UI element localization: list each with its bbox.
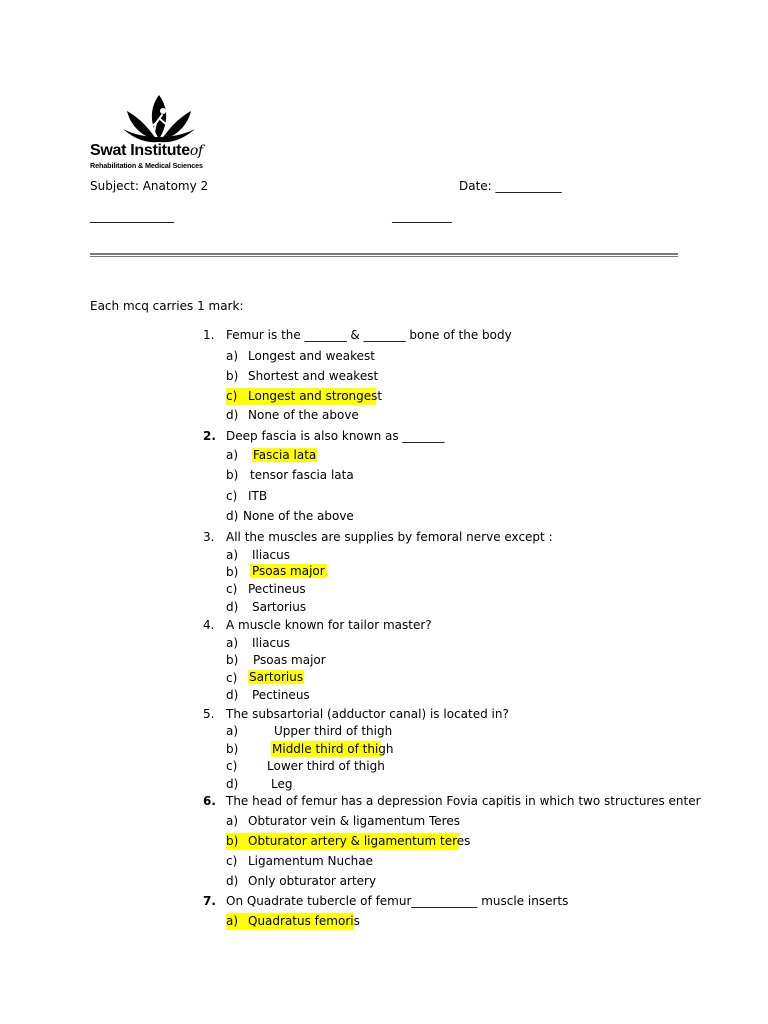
option-text-correct: Obturator artery & ligamentum teres	[248, 834, 471, 848]
option-text: None of the above	[248, 408, 359, 422]
question-number: 3.	[203, 530, 215, 544]
option-letter: c)	[226, 671, 238, 685]
question-text: The subsartorial (adductor canal) is located in?	[226, 707, 509, 721]
option-letter: c)	[226, 582, 238, 596]
option-letter: d)	[226, 600, 239, 614]
header-divider-top	[90, 253, 678, 255]
question-text: On Quadrate tubercle of femur___________ muscle inserts	[226, 894, 569, 908]
lotus-figure-icon	[123, 93, 195, 145]
institute-logo	[90, 93, 230, 173]
roll-blank: __________	[392, 209, 452, 223]
option-text: Sartorius	[252, 600, 307, 614]
option-text-correct: Longest and strongest	[248, 389, 383, 403]
option-text: Leg	[271, 777, 293, 791]
question-text: All the muscles are supplies by femoral nerve except :	[226, 530, 553, 544]
option-letter: b)	[226, 834, 239, 848]
option-text: Iliacus	[252, 636, 291, 650]
question-number: 7.	[203, 894, 216, 908]
logo-of: of	[189, 143, 203, 159]
option-letter: d)	[226, 874, 239, 888]
option-letter: b)	[226, 369, 239, 383]
option-letter: b)	[226, 653, 239, 667]
option-text-correct: Quadratus femoris	[248, 914, 360, 928]
option-letter: a)	[226, 448, 239, 462]
option-text: Ligamentum Nuchae	[248, 854, 374, 868]
question-text: Femur is the _______ & _______ bone of the body	[226, 328, 512, 342]
option-text-correct: Sartorius	[249, 670, 304, 684]
option-letter: a)	[226, 914, 239, 928]
option-text: Lower third of thigh	[267, 759, 385, 773]
option-letter: a)	[226, 548, 239, 562]
question-text: The head of femur has a depression Fovia capitis in which two structures enter	[226, 794, 701, 808]
option-letter: d)	[226, 408, 239, 422]
question-number: 4.	[203, 618, 215, 632]
option-text-correct: Fascia lata	[253, 448, 317, 462]
option-text: Obturator vein & ligamentum Teres	[248, 814, 460, 828]
option-letter: c)	[226, 759, 238, 773]
option-text-correct: Middle third of thigh	[272, 742, 394, 756]
name-blank: ______________	[90, 209, 174, 223]
question-text: Deep fascia is also known as _______	[226, 429, 445, 443]
option-text: Iliacus	[252, 548, 291, 562]
option-text: Only obturator artery	[248, 874, 377, 888]
question-number: 2.	[203, 429, 216, 443]
option-letter: a)	[226, 814, 239, 828]
option-text-correct: Psoas major	[252, 564, 325, 578]
option-letter: d)	[226, 688, 239, 702]
option-letter: b)	[226, 565, 239, 579]
question-number: 5.	[203, 707, 215, 721]
option-text: Shortest and weakest	[248, 369, 379, 383]
option-text: Pectineus	[252, 688, 310, 702]
option-letter: a)	[226, 349, 239, 363]
option-letter: c)	[226, 854, 238, 868]
instructions: Each mcq carries 1 mark:	[90, 299, 244, 313]
question-number: 6.	[203, 794, 216, 808]
option-text: tensor fascia lata	[250, 468, 354, 482]
subject-line: Subject: Anatomy 2	[90, 179, 209, 193]
option-letter: b)	[226, 468, 239, 482]
option-letter: a)	[226, 636, 239, 650]
header-divider-bottom	[90, 256, 678, 257]
option-letter: b)	[226, 742, 239, 756]
option-text: Longest and weakest	[248, 349, 375, 363]
option-text: ITB	[248, 489, 268, 503]
option-text: Pectineus	[248, 582, 306, 596]
question-number: 1.	[203, 328, 215, 342]
option-letter: d)	[226, 509, 239, 523]
logo-institute-name: Swat Instituteof	[90, 142, 203, 159]
option-letter: c)	[226, 489, 238, 503]
logo-tagline: Rehabilitation & Medical Sciences	[90, 161, 203, 170]
option-text: Upper third of thigh	[274, 724, 393, 738]
question-text: A muscle known for tailor master?	[226, 618, 432, 632]
date-field: Date: ___________	[459, 179, 562, 193]
option-text: None of the above	[243, 509, 354, 523]
option-letter: d)	[226, 777, 239, 791]
option-letter: a)	[226, 724, 239, 738]
option-text: Psoas major	[253, 653, 326, 667]
option-letter: c)	[226, 389, 238, 403]
